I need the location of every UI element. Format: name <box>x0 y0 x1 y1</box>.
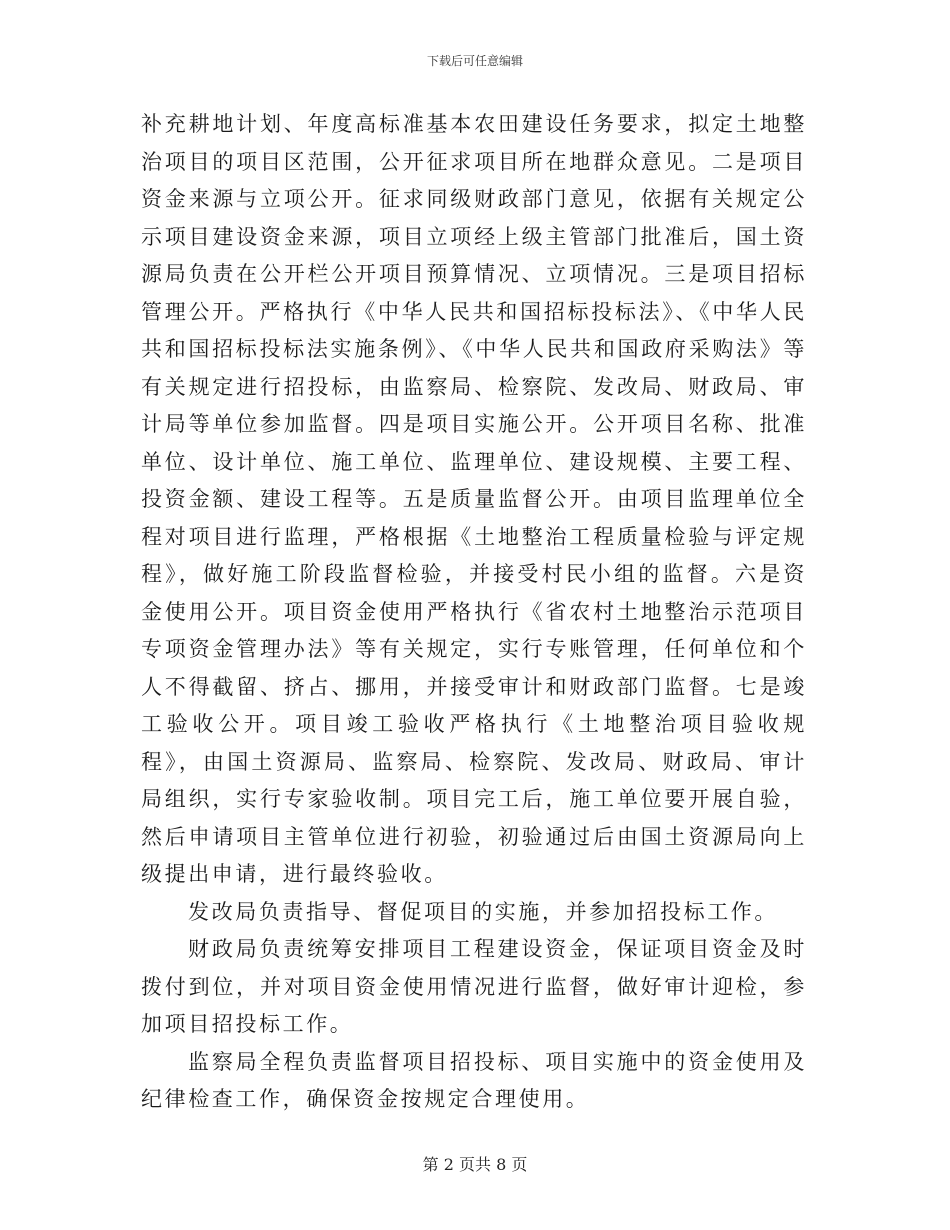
paragraph-continued: 补充耕地计划、年度高标准基本农田建设任务要求，拟定土地整治项目的项目区范围，公开征求项目所在地群众意见。二是项目资金来源与立项公开。征求同级财政部门意见，依据有关规定公示项目建设资金来源，项目立项经上级主管部门批准后，国土资源局负责在公开栏公开项目预算情况、立项情况。三是项目招标管理公开。严格执行《中华人民共和国招标投标法》、《中华人民共和国招标投标法实施条例》、《中华人民共和国政府采购法》等有关规定进行招投标，由监察局、检察院、发改局、财政局、审计局等单位参加监督。四是项目实施公开。公开项目名称、批准单位、设计单位、施工单位、监理单位、建设规模、主要工程、投资金额、建设工程等。五是质量监督公开。由项目监理单位全程对项目进行监理，严格根据《土地整治工程质量检验与评定规程》，做好施工阶段监督检验，并接受村民小组的监督。六是资金使用公开。项目资金使用严格执行《省农村土地整治示范项目专项资金管理办法》等有关规定，实行专账管理，任何单位和个人不得截留、挤占、挪用，并接受审计和财政部门监督。七是竣工验收公开。项目竣工验收严格执行《土地整治项目验收规程》，由国土资源局、监察局、检察院、发改局、财政局、审计局组织，实行专家验收制。项目完工后，施工单位要开展自验，然后申请项目主管单位进行初验，初验通过后由国土资源局向上级提出申请，进行最终验收。 <box>141 112 807 886</box>
paragraph-finance-bureau: 财政局负责统筹安排项目工程建设资金，保证项目资金及时拨付到位，并对项目资金使用情况进行监督，做好审计迎检，参加项目招投标工作。 <box>141 937 807 1036</box>
paragraph-development-reform: 发改局负责指导、督促项目的实施，并参加招投标工作。 <box>188 899 778 924</box>
paragraph-supervision-bureau: 监察局全程负责监督项目招投标、项目实施中的资金使用及纪律检查工作，确保资金按规定合理使用。 <box>141 1049 807 1111</box>
page-header: 下载后可任意编辑 <box>426 54 523 68</box>
document-body <box>141 106 807 1119</box>
page-number: 第 2 页共 8 页 <box>422 1155 528 1174</box>
